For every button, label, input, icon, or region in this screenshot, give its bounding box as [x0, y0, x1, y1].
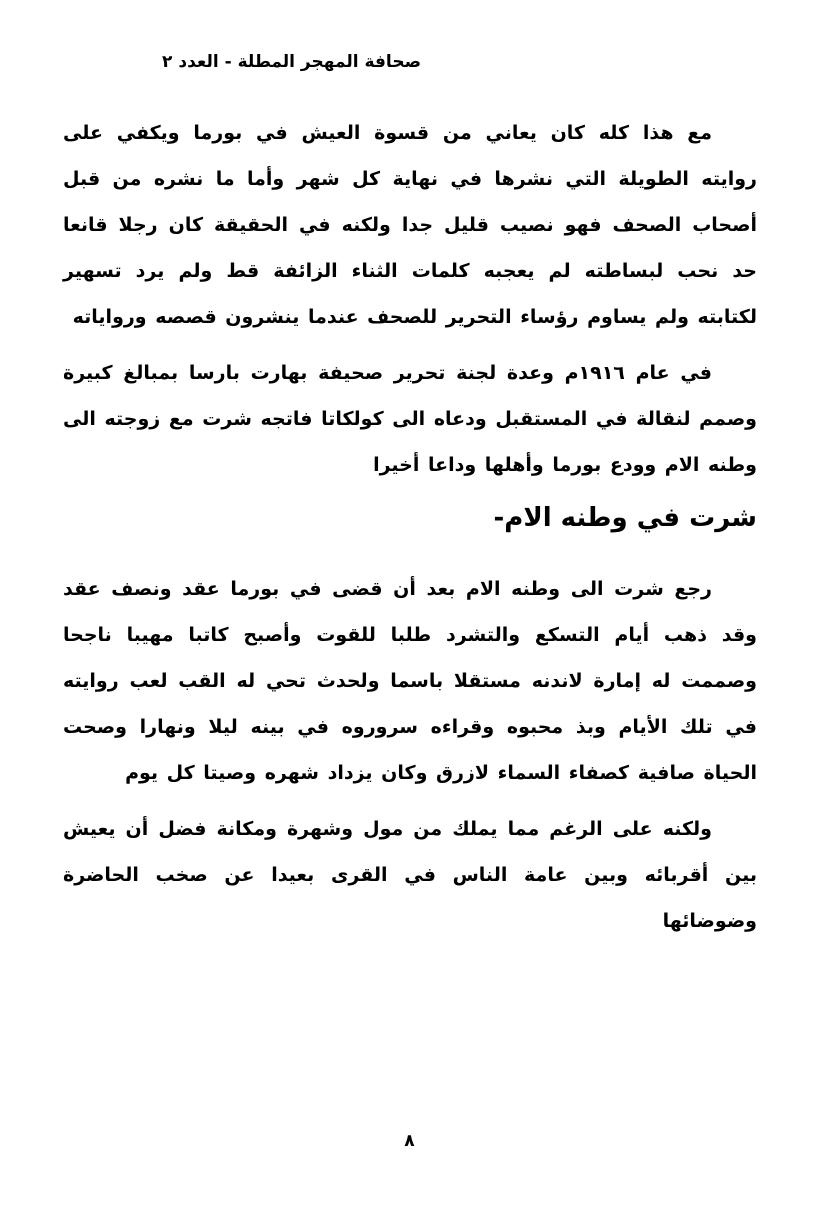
running-header: صحافة المهجر المطلة - العدد ٢ — [162, 52, 421, 72]
page-number: ٨ — [404, 1131, 415, 1151]
section-heading: شرت في وطنه الام- — [493, 503, 757, 533]
paragraph-1: مع هذا كله كان يعاني من قسوة العيش في بورما ويكفي على روايته الطويلة التي نشرها في نهاية كل شهر وأما ما نشره من قبل أصحاب الصحف فهو نصيب قليل جدا ولكنه في الحقيقة كان رجلا قانعا حد نحب لبساطته لم يعجبه كلمات الثناء الزائفة قط ولم يرد تسهير لكتابته ولم يساوم رؤساء التحرير للصحف عندما ينشرون قصصه ورواياته — [63, 122, 757, 328]
paragraph-3: رجع شرت الى وطنه الام بعد أن قضى في بورما عقد ونصف عقد وقد ذهب أيام التسكع والتشرد طلبا للقوت وأصبح كاتبا مهيبا ناجحا وصممت له إمارة لاندنه مستقلا باسما ولحدث تحي له القب لعب روايته في تلك الأيام وبذ محبوه وقراءه سروروه في بينه ليلا ونهارا وصحت الحياة صافية كصفاء السماء لازرق وكان يزداد شهره وصيتا كل يوم — [63, 578, 757, 784]
paragraph-2: في عام ١٩١٦م وعدة لجنة تحرير صحيفة بهارت بارسا بمبالغ كبيرة وصمم لنقالة في المستقبل ودعاه الى كولكاتا فاتجه شرت مع زوجته الى وطنه الام وودع بورما وأهلها وداعا أخيرا — [63, 362, 757, 476]
body-text — [63, 110, 757, 944]
paragraph-4: ولكنه على الرغم مما يملك من مول وشهرة ومكانة فضل أن يعيش بين أقربائه وبين عامة الناس في القرى بعيدا عن صخب الحاضرة وضوضائها — [63, 818, 757, 932]
